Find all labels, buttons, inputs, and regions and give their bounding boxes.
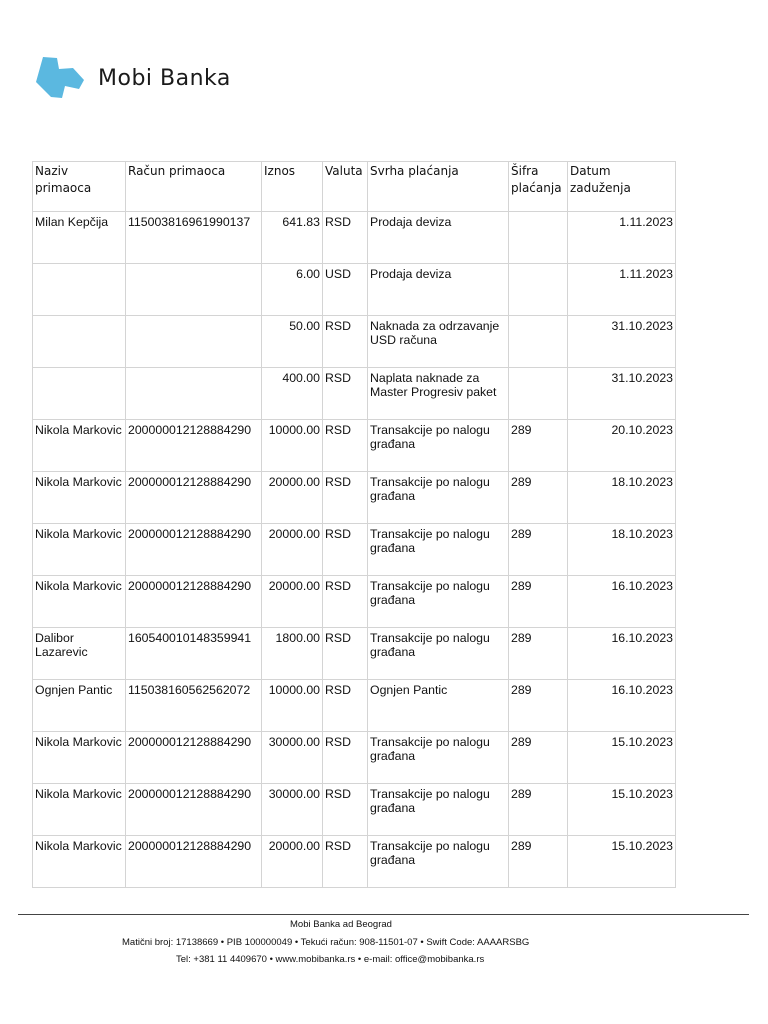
payment-code-cell: 289 (509, 836, 568, 888)
payment-code-cell: 289 (509, 680, 568, 732)
recipient-account-cell: 115038160562562072 (126, 680, 262, 732)
payment-purpose-cell: Transakcije po nalogu građana (368, 784, 509, 836)
table-row (33, 680, 676, 732)
header-payment-code: Šifra plaćanja (509, 162, 568, 212)
currency-cell: RSD (323, 420, 368, 472)
recipient-name-cell: Nikola Markovic (33, 524, 126, 576)
debit-date-cell: 16.10.2023 (568, 680, 676, 732)
table-row (33, 264, 676, 316)
recipient-account-cell (126, 368, 262, 420)
header-recipient-name: Naziv primaoca (33, 162, 126, 212)
debit-date-cell: 1.11.2023 (568, 264, 676, 316)
currency-cell: RSD (323, 732, 368, 784)
table-row (33, 420, 676, 472)
recipient-account-cell: 200000012128884290 (126, 732, 262, 784)
currency-cell: RSD (323, 628, 368, 680)
payment-purpose-cell: Prodaja deviza (368, 212, 509, 264)
amount-cell: 50.00 (262, 316, 323, 368)
payment-code-cell: 289 (509, 732, 568, 784)
footer-divider (18, 914, 749, 915)
table-row (33, 472, 676, 524)
currency-cell: RSD (323, 316, 368, 368)
payment-purpose-cell: Transakcije po nalogu građana (368, 576, 509, 628)
payment-purpose-cell: Transakcije po nalogu građana (368, 524, 509, 576)
debit-date-cell: 18.10.2023 (568, 472, 676, 524)
recipient-name-cell: Nikola Markovic (33, 836, 126, 888)
recipient-name-cell: Nikola Markovic (33, 732, 126, 784)
recipient-name-cell: Nikola Markovic (33, 472, 126, 524)
debit-date-cell: 1.11.2023 (568, 212, 676, 264)
table-row (33, 576, 676, 628)
table-row (33, 212, 676, 264)
debit-date-cell: 31.10.2023 (568, 316, 676, 368)
header-payment-purpose: Svrha plaćanja (368, 162, 509, 212)
debit-date-cell: 31.10.2023 (568, 368, 676, 420)
payment-code-cell: 289 (509, 576, 568, 628)
recipient-name-cell: Nikola Markovic (33, 784, 126, 836)
debit-date-cell: 16.10.2023 (568, 576, 676, 628)
recipient-account-cell: 200000012128884290 (126, 472, 262, 524)
header-amount: Iznos (262, 162, 323, 212)
table-row (33, 784, 676, 836)
footer-contact-info: Tel: +381 11 4409670 • www.mobibanka.rs • e-mail: office@mobibanka.rs (176, 954, 485, 965)
amount-cell: 6.00 (262, 264, 323, 316)
payment-purpose-cell: Ognjen Pantic (368, 680, 509, 732)
recipient-name-cell: Ognjen Pantic (33, 680, 126, 732)
transactions-table (32, 161, 676, 888)
amount-cell: 20000.00 (262, 472, 323, 524)
recipient-name-cell: Milan Kepčija (33, 212, 126, 264)
debit-date-cell: 20.10.2023 (568, 420, 676, 472)
table-row (33, 732, 676, 784)
recipient-name-cell (33, 316, 126, 368)
payment-code-cell: 289 (509, 524, 568, 576)
header-debit-date: Datum zaduženja (568, 162, 676, 212)
header-recipient-account: Račun primaoca (126, 162, 262, 212)
amount-cell: 10000.00 (262, 680, 323, 732)
payment-code-cell: 289 (509, 628, 568, 680)
payment-purpose-cell: Transakcije po nalogu građana (368, 472, 509, 524)
recipient-name-cell (33, 264, 126, 316)
recipient-account-cell (126, 316, 262, 368)
amount-cell: 20000.00 (262, 836, 323, 888)
bank-logo (36, 56, 231, 100)
recipient-account-cell: 200000012128884290 (126, 836, 262, 888)
debit-date-cell: 18.10.2023 (568, 524, 676, 576)
currency-cell: RSD (323, 212, 368, 264)
recipient-account-cell (126, 264, 262, 316)
table-row (33, 836, 676, 888)
recipient-name-cell (33, 368, 126, 420)
currency-cell: RSD (323, 784, 368, 836)
table-row (33, 524, 676, 576)
table-row (33, 368, 676, 420)
amount-cell: 30000.00 (262, 732, 323, 784)
payment-code-cell: 289 (509, 784, 568, 836)
footer-registration-info: Matični broj: 17138669 • PIB 100000049 • Tekući račun: 908-11501-07 • Swift Code: AAAARSBG (122, 937, 530, 948)
debit-date-cell: 15.10.2023 (568, 732, 676, 784)
recipient-account-cell: 200000012128884290 (126, 420, 262, 472)
payment-code-cell (509, 368, 568, 420)
currency-cell: RSD (323, 680, 368, 732)
payment-code-cell (509, 212, 568, 264)
header-currency: Valuta (323, 162, 368, 212)
amount-cell: 20000.00 (262, 576, 323, 628)
currency-cell: RSD (323, 472, 368, 524)
currency-cell: RSD (323, 836, 368, 888)
currency-cell: RSD (323, 576, 368, 628)
footer-bank-name: Mobi Banka ad Beograd (290, 919, 392, 930)
amount-cell: 641.83 (262, 212, 323, 264)
amount-cell: 30000.00 (262, 784, 323, 836)
table-header-row (33, 162, 676, 212)
debit-date-cell: 15.10.2023 (568, 836, 676, 888)
recipient-account-cell: 115003816961990137 (126, 212, 262, 264)
bank-name: Mobi Banka (98, 65, 231, 91)
payment-code-cell: 289 (509, 472, 568, 524)
table-row (33, 316, 676, 368)
currency-cell: RSD (323, 368, 368, 420)
payment-code-cell (509, 316, 568, 368)
amount-cell: 1800.00 (262, 628, 323, 680)
recipient-account-cell: 200000012128884290 (126, 524, 262, 576)
payment-purpose-cell: Transakcije po nalogu građana (368, 836, 509, 888)
recipient-name-cell: Nikola Markovic (33, 420, 126, 472)
currency-cell: USD (323, 264, 368, 316)
debit-date-cell: 16.10.2023 (568, 628, 676, 680)
debit-date-cell: 15.10.2023 (568, 784, 676, 836)
payment-purpose-cell: Prodaja deviza (368, 264, 509, 316)
recipient-name-cell: Dalibor Lazarevic (33, 628, 126, 680)
currency-cell: RSD (323, 524, 368, 576)
recipient-name-cell: Nikola Markovic (33, 576, 126, 628)
payment-purpose-cell: Naknada za odrzavanje USD računa (368, 316, 509, 368)
amount-cell: 10000.00 (262, 420, 323, 472)
mobi-banka-logo-icon (36, 56, 86, 100)
payment-code-cell: 289 (509, 420, 568, 472)
amount-cell: 400.00 (262, 368, 323, 420)
payment-code-cell (509, 264, 568, 316)
payment-purpose-cell: Naplata naknade za Master Progresiv paket (368, 368, 509, 420)
payment-purpose-cell: Transakcije po nalogu građana (368, 628, 509, 680)
payment-purpose-cell: Transakcije po nalogu građana (368, 732, 509, 784)
payment-purpose-cell: Transakcije po nalogu građana (368, 420, 509, 472)
amount-cell: 20000.00 (262, 524, 323, 576)
table-row (33, 628, 676, 680)
recipient-account-cell: 200000012128884290 (126, 784, 262, 836)
recipient-account-cell: 160540010148359941 (126, 628, 262, 680)
recipient-account-cell: 200000012128884290 (126, 576, 262, 628)
